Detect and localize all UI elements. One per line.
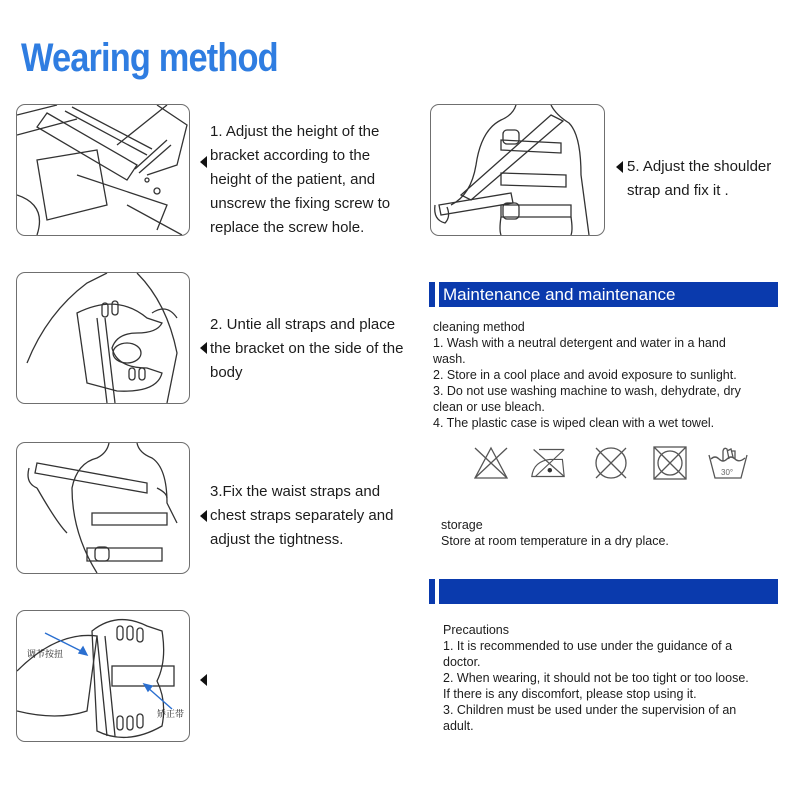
step-2-illustration bbox=[16, 272, 190, 404]
adjustment-button-label: 调节按扭 bbox=[27, 649, 64, 659]
cleaning-heading: cleaning method bbox=[433, 320, 525, 334]
storage-heading: storage bbox=[441, 518, 483, 532]
precaution-line: 3. Children must be used under the supervision of an bbox=[443, 703, 737, 717]
cleaning-line: 2. Store in a cool place and avoid exposure to sunlight. bbox=[433, 368, 737, 382]
storage-section bbox=[441, 517, 669, 549]
precautions-heading: Precautions bbox=[443, 623, 510, 637]
precaution-line: 2. When wearing, it should not be too tight or too loose. bbox=[443, 671, 749, 685]
do-not-iron-icon bbox=[530, 445, 566, 481]
step-3-text: 3.Fix the waist straps and chest straps separately and adjust the tightness. bbox=[210, 483, 394, 548]
cleaning-line: 4. The plastic case is wiped clean with a wet towel. bbox=[433, 416, 715, 430]
pointer-arrow-icon bbox=[200, 674, 207, 686]
precaution-line: doctor. bbox=[443, 655, 481, 669]
step-3-illustration bbox=[16, 442, 190, 574]
page-title: Wearing method bbox=[21, 36, 278, 80]
precaution-line: If there is any discomfort, please stop using it. bbox=[443, 687, 697, 701]
step-1-illustration bbox=[16, 104, 190, 236]
pointer-arrow-icon bbox=[200, 342, 207, 354]
bracket-side-icon bbox=[17, 273, 189, 403]
maintenance-bar-accent bbox=[429, 282, 435, 307]
do-not-tumble-dry-icon bbox=[652, 445, 688, 481]
svg-text:30°: 30° bbox=[721, 468, 734, 477]
bracket-screw-icon bbox=[17, 105, 189, 235]
hand-wash-30-icon bbox=[707, 445, 749, 481]
step-5-text: 5. Adjust the shoulder strap and fix it . bbox=[627, 158, 772, 199]
maintenance-header: Maintenance and maintenance bbox=[443, 285, 676, 304]
precautions-section bbox=[443, 622, 749, 734]
pointer-arrow-icon bbox=[200, 510, 207, 522]
strap-detail-icon bbox=[17, 611, 189, 741]
step-1-text: 1. Adjust the height of the bracket according to the height of the patient, and unscrew the fixing screw to replace the screw hole. bbox=[210, 123, 391, 236]
cleaning-line: clean or use bleach. bbox=[433, 400, 545, 414]
precaution-line: adult. bbox=[443, 719, 474, 733]
maintenance-header-bar bbox=[439, 282, 778, 307]
pointer-arrow-icon bbox=[200, 156, 207, 168]
step-2-text: 2. Untie all straps and place the bracket on the side of the body bbox=[210, 316, 404, 381]
step-5-illustration bbox=[430, 104, 605, 236]
pointer-arrow-icon bbox=[616, 161, 623, 173]
shoulder-strap-icon bbox=[431, 105, 604, 235]
cleaning-method-section bbox=[433, 319, 741, 431]
cleaning-line: 1. Wash with a neutral detergent and water in a hand bbox=[433, 336, 726, 350]
storage-text: Store at room temperature in a dry place. bbox=[441, 534, 669, 548]
correction-strap-label: 矫正带 bbox=[157, 709, 185, 719]
do-not-bleach-icon bbox=[473, 445, 509, 481]
do-not-dry-clean-icon bbox=[593, 445, 629, 481]
cleaning-line: 3. Do not use washing machine to wash, dehydrate, dry bbox=[433, 384, 741, 398]
precautions-header-bar bbox=[439, 579, 778, 604]
precautions-bar-accent bbox=[429, 579, 435, 604]
precaution-line: 1. It is recommended to use under the guidance of a bbox=[443, 639, 733, 653]
cleaning-line: wash. bbox=[433, 352, 466, 366]
step-4-illustration bbox=[16, 610, 190, 742]
waist-strap-icon bbox=[17, 443, 189, 573]
